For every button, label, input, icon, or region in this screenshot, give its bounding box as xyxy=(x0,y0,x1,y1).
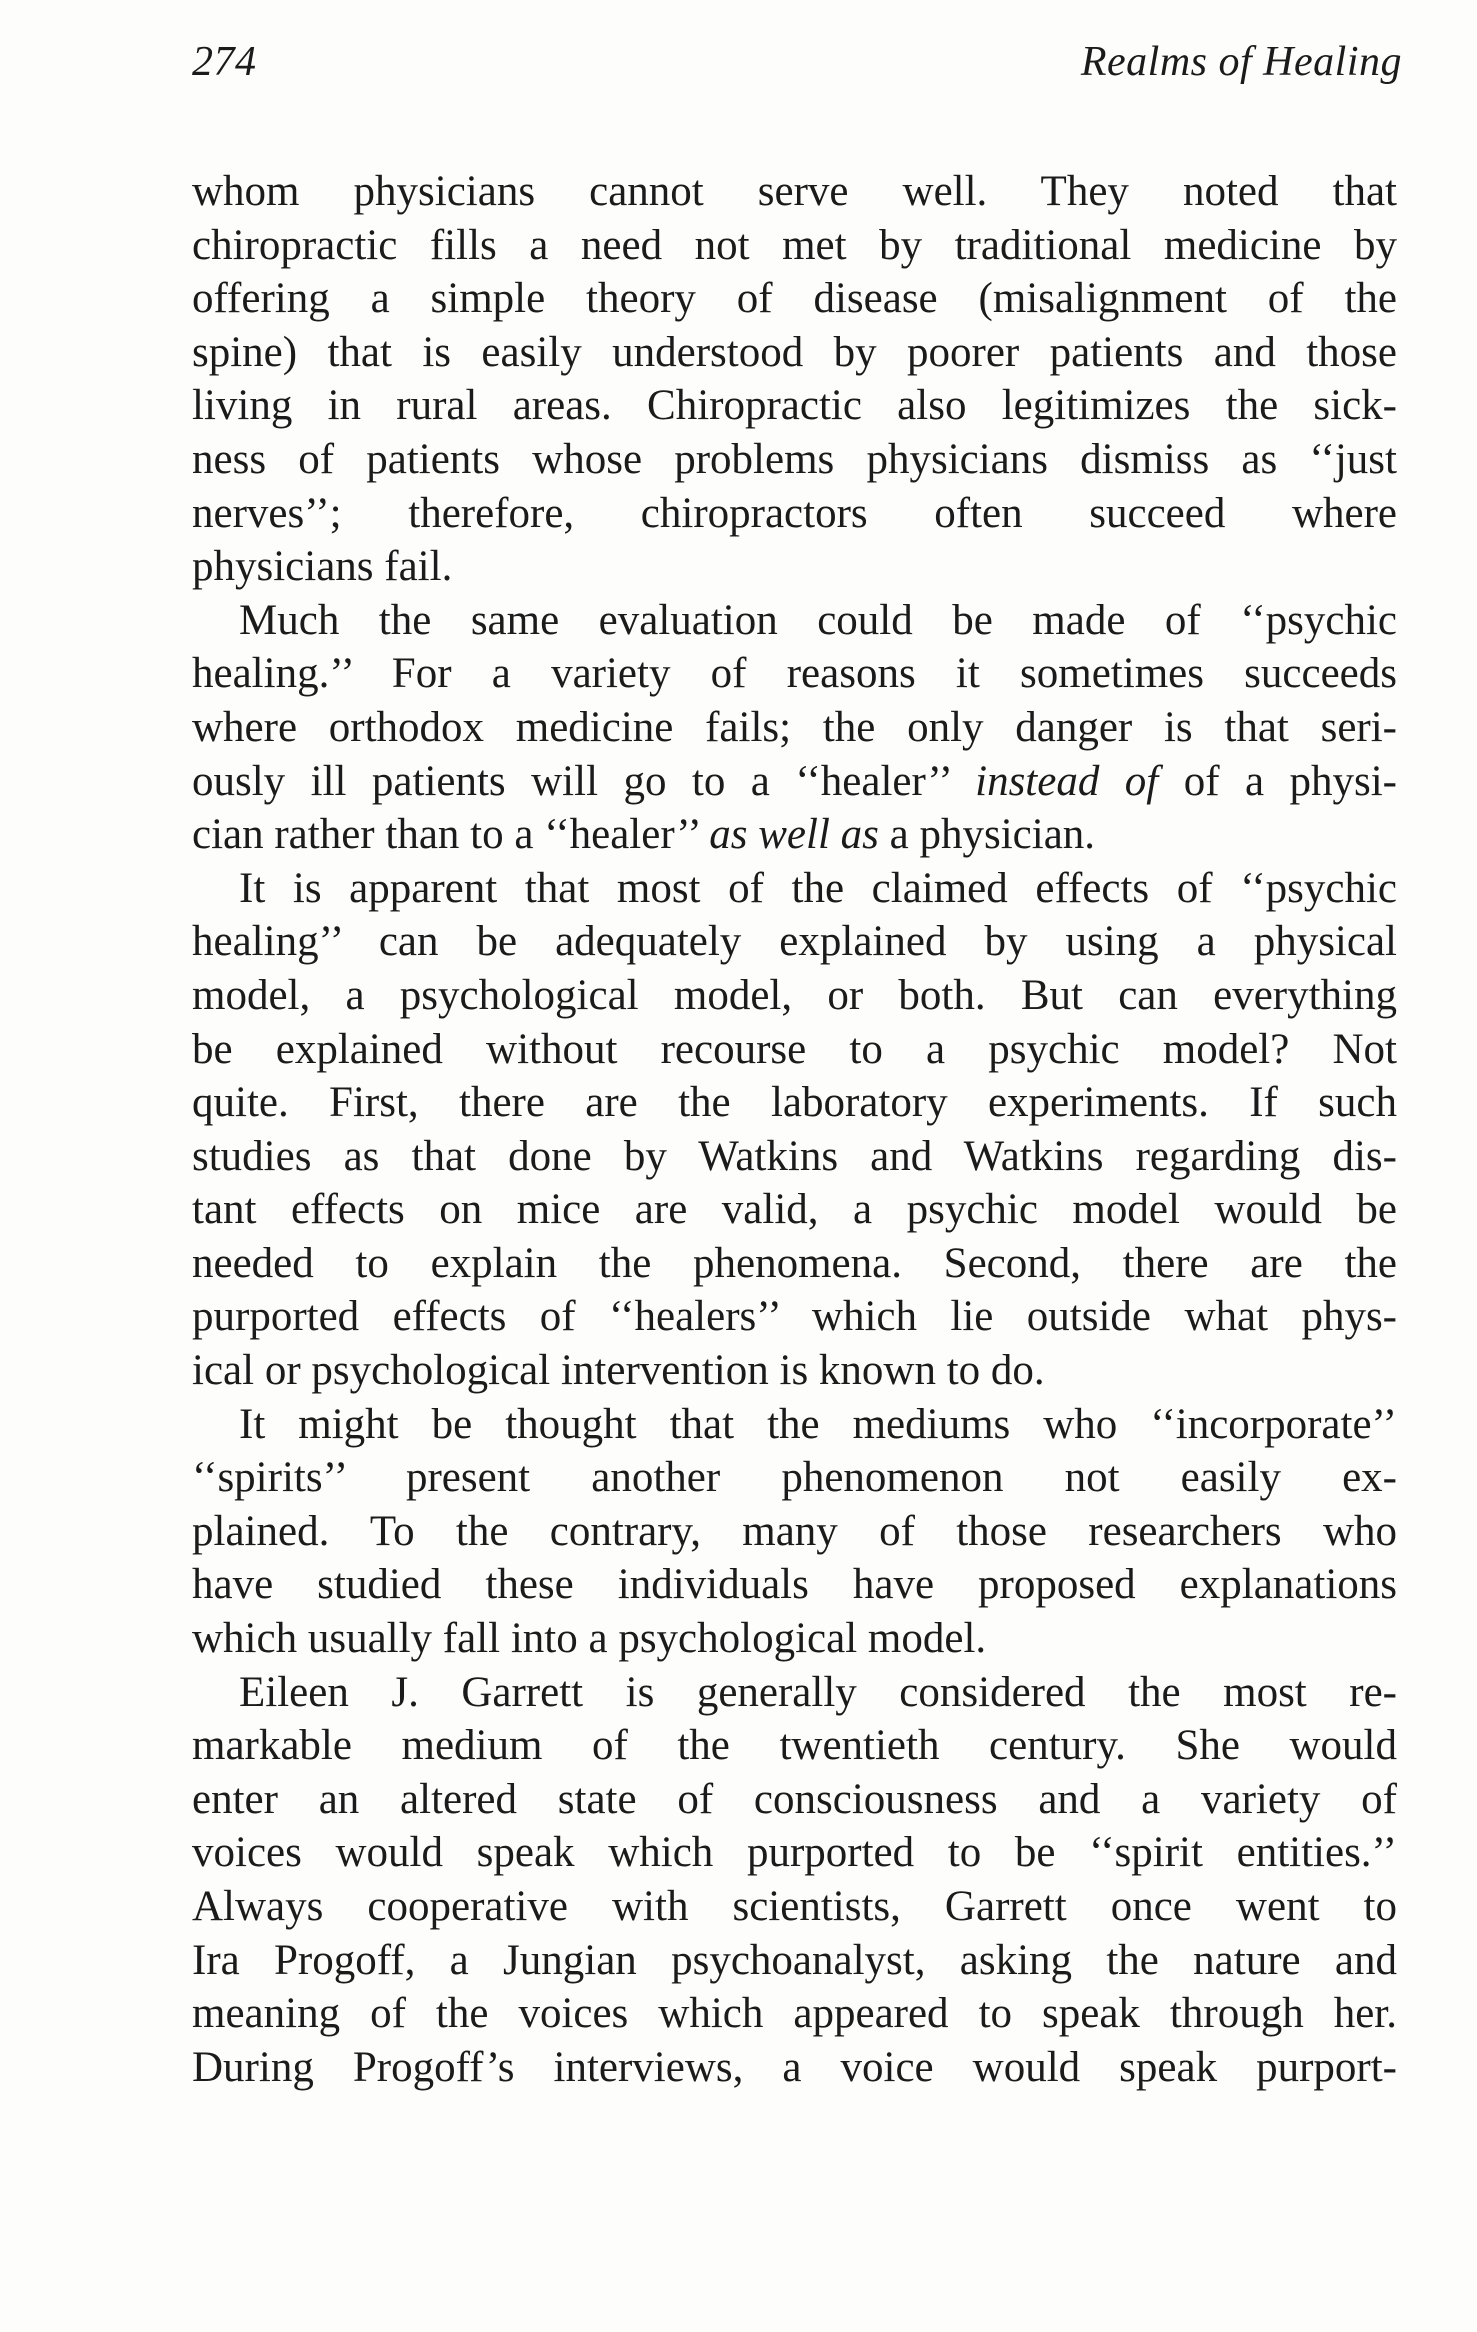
text-line: It is apparent that most of the claimed effects of ‘‘psychic xyxy=(239,864,1397,912)
text-line: chiropractic fills a need not met by traditional medicine by xyxy=(192,221,1397,269)
emphasis-text: instead of xyxy=(975,757,1159,805)
text-span: a physician. xyxy=(878,811,1096,859)
text-line: model, a psychological model, or both. But can everything xyxy=(192,971,1397,1019)
text-line: quite. First, there are the laboratory experiments. If such xyxy=(192,1079,1397,1127)
text-line: have studied these individuals have proposed explanations xyxy=(192,1561,1397,1609)
text-line: voices would speak which purported to be ‘‘spirit entities.’’ xyxy=(192,1829,1397,1877)
text-line: be explained without recourse to a psychic model? Not xyxy=(192,1025,1397,1073)
page-number: 274 xyxy=(192,39,257,85)
text-line: studies as that done by Watkins and Watkins regarding dis- xyxy=(192,1132,1397,1180)
text-line xyxy=(192,808,1397,862)
text-line: Eileen J. Garrett is generally considered the most re- xyxy=(239,1668,1397,1716)
text-line: Always cooperative with scientists, Garrett once went to xyxy=(192,1883,1397,1930)
text-line: healing.’’ For a variety of reasons it sometimes succeeds xyxy=(192,650,1397,698)
text-line: where orthodox medicine fails; the only danger is that seri- xyxy=(192,703,1397,751)
text-line: plained. To the contrary, many of those researchers who xyxy=(192,1507,1397,1555)
text-line: ‘‘spirits’’ present another phenomenon not easily ex- xyxy=(192,1454,1397,1502)
text-line: markable medium of the twentieth century. She would xyxy=(192,1722,1397,1770)
text-line: enter an altered state of consciousness and a variety of xyxy=(192,1775,1397,1823)
page-header xyxy=(192,38,1402,108)
text-line: physicians fail. xyxy=(192,543,453,591)
text-line: which usually fall into a psychological model. xyxy=(192,1615,987,1663)
running-head: Realms of Healing xyxy=(1080,39,1402,85)
text-line: purported effects of ‘‘healers’’ which lie outside what phys- xyxy=(192,1293,1397,1341)
text-span: ously ill patients will go to a ‘‘healer’’ xyxy=(192,757,976,805)
text-line: tant effects on mice are valid, a psychic model would be xyxy=(192,1186,1397,1234)
text-span: cian rather than to a ‘‘healer’’ xyxy=(192,811,710,859)
text-line: meaning of the voices which appeared to speak through her. xyxy=(192,1990,1397,2038)
text-line: ical or psychological intervention is known to do. xyxy=(192,1347,1045,1395)
text-line: living in rural areas. Chiropractic also legitimizes the sick- xyxy=(192,382,1397,430)
text-line: offering a simple theory of disease (misalignment of the xyxy=(192,275,1397,323)
emphasis-text: as well as xyxy=(709,811,879,859)
text-line: whom physicians cannot serve well. They noted that xyxy=(192,168,1397,215)
text-line: needed to explain the phenomena. Second, there are the xyxy=(192,1239,1397,1287)
text-line: During Progoff’s interviews, a voice would speak purport- xyxy=(192,2043,1397,2091)
text-line: ness of patients whose problems physicians dismiss as ‘‘just xyxy=(192,435,1397,483)
text-line: Much the same evaluation could be made of ‘‘psychic xyxy=(239,596,1397,644)
text-line: healing’’ can be adequately explained by using a physical xyxy=(192,918,1397,966)
text-line: spine) that is easily understood by poorer patients and those xyxy=(192,328,1397,376)
text-line: Ira Progoff, a Jungian psychoanalyst, asking the nature and xyxy=(192,1936,1397,1984)
text-line: It might be thought that the mediums who ‘‘incorporate’’ xyxy=(239,1400,1397,1448)
text-span: of a physi- xyxy=(1158,757,1398,805)
text-line: nerves’’; therefore, chiropractors often succeed where xyxy=(192,489,1397,537)
body-text xyxy=(192,165,1397,2094)
text-line xyxy=(192,755,1397,809)
